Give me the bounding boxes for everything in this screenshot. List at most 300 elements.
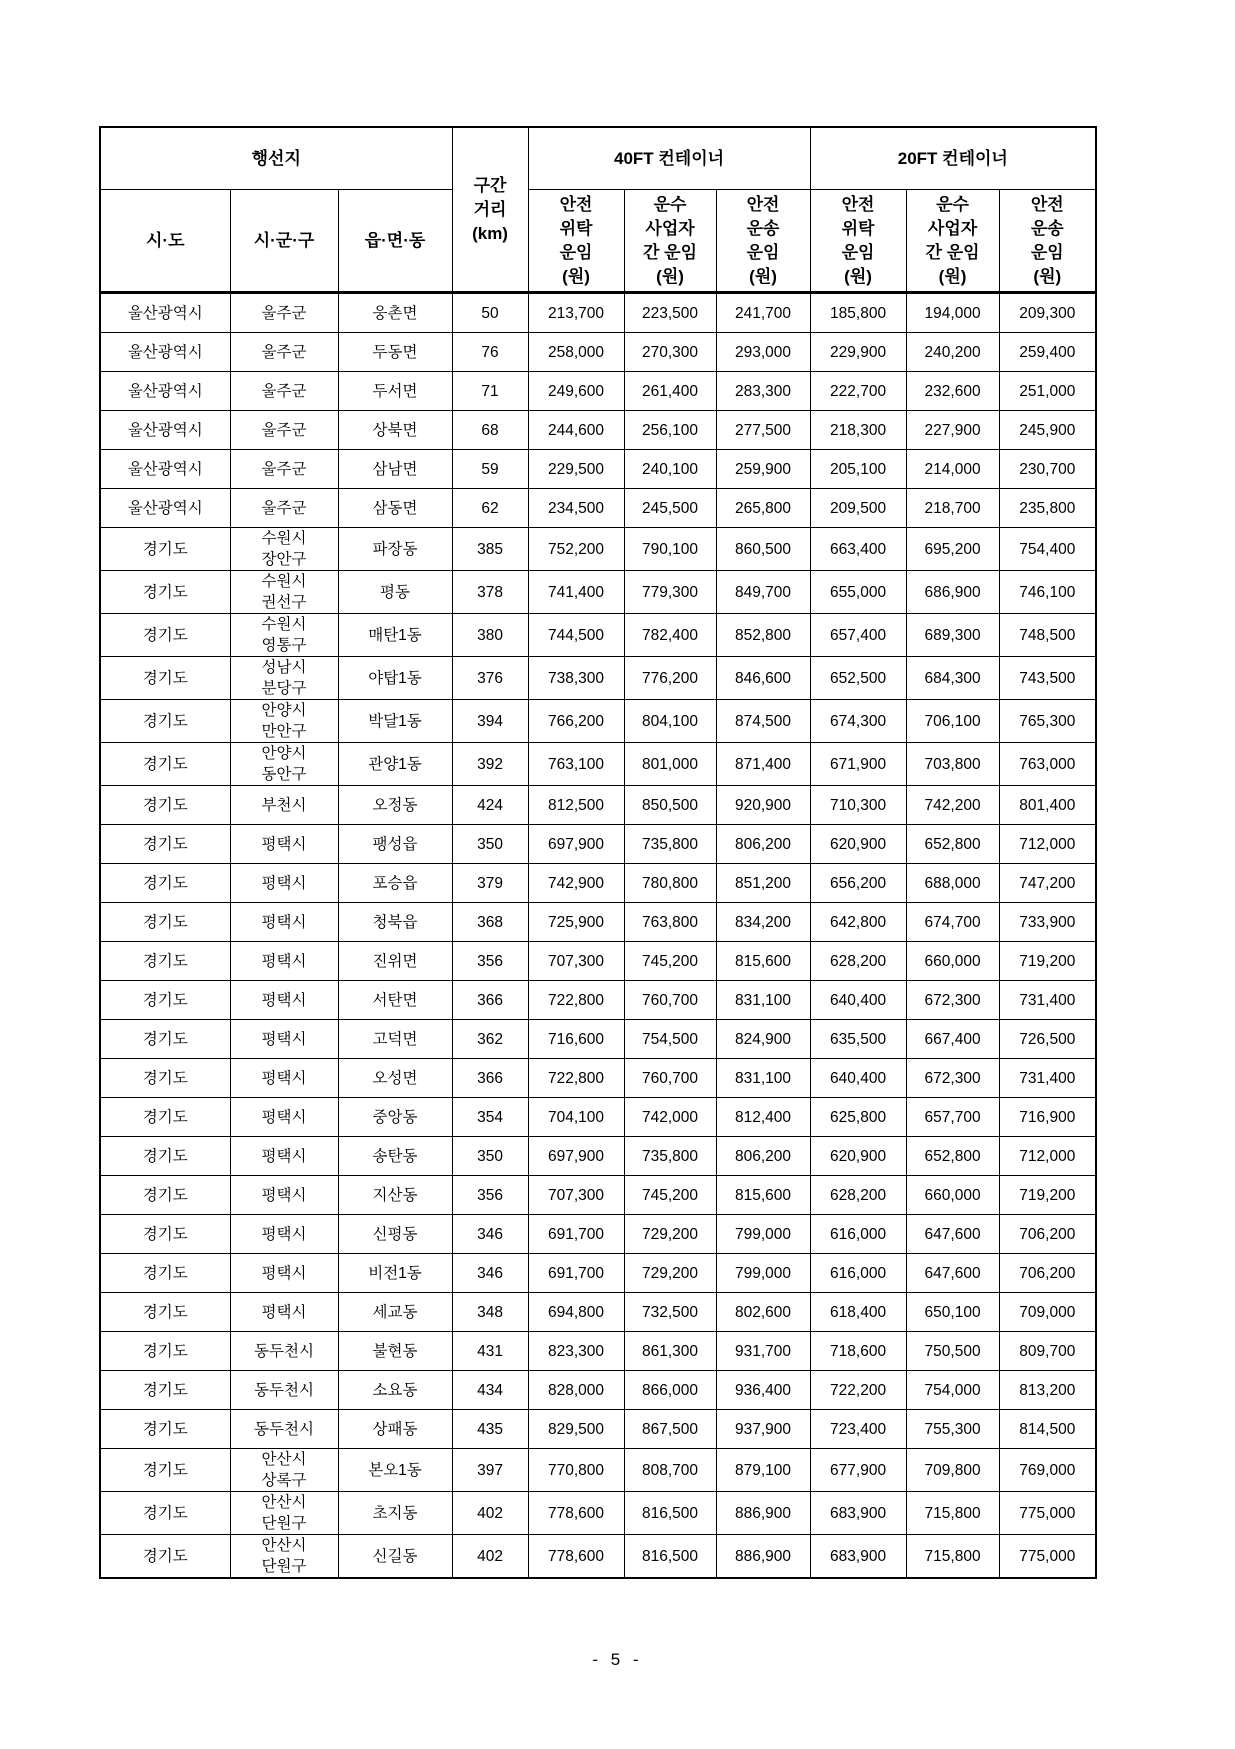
cell-20ft-safe-consign-fare: 642,800	[810, 903, 906, 942]
cell-20ft-safe-consign-fare: 674,300	[810, 700, 906, 743]
cell-40ft-safe-consign-fare: 722,800	[528, 1059, 624, 1098]
header-20ft-carrier-fare: 운수 사업자 간 운임 (원)	[906, 190, 999, 293]
cell-40ft-safe-consign-fare: 742,900	[528, 864, 624, 903]
cell-eupmyeondong: 오성면	[338, 1059, 452, 1098]
cell-sigungu: 안양시 만안구	[230, 700, 338, 743]
cell-40ft-safe-transport-fare: 293,000	[716, 333, 810, 372]
cell-40ft-safe-consign-fare: 828,000	[528, 1371, 624, 1410]
cell-20ft-safe-consign-fare: 683,900	[810, 1492, 906, 1535]
cell-20ft-safe-transport-fare: 769,000	[999, 1449, 1096, 1492]
cell-20ft-safe-consign-fare: 209,500	[810, 489, 906, 528]
cell-sigungu: 울주군	[230, 293, 338, 333]
table-row	[100, 1410, 1096, 1449]
cell-sido: 경기도	[100, 786, 230, 825]
cell-sido: 울산광역시	[100, 293, 230, 333]
cell-20ft-carrier-fare: 715,800	[906, 1492, 999, 1535]
cell-sido: 경기도	[100, 700, 230, 743]
cell-20ft-carrier-fare: 688,000	[906, 864, 999, 903]
cell-sido: 경기도	[100, 528, 230, 571]
header-eupmyeondong: 읍·면·동	[338, 190, 452, 293]
cell-distance-km: 397	[452, 1449, 528, 1492]
cell-40ft-safe-transport-fare: 920,900	[716, 786, 810, 825]
cell-sido: 경기도	[100, 614, 230, 657]
cell-sigungu: 동두천시	[230, 1410, 338, 1449]
cell-40ft-safe-consign-fare: 234,500	[528, 489, 624, 528]
table-row	[100, 981, 1096, 1020]
cell-distance-km: 376	[452, 657, 528, 700]
cell-40ft-safe-consign-fare: 752,200	[528, 528, 624, 571]
cell-20ft-safe-consign-fare: 229,900	[810, 333, 906, 372]
cell-20ft-carrier-fare: 218,700	[906, 489, 999, 528]
cell-20ft-carrier-fare: 647,600	[906, 1254, 999, 1293]
cell-20ft-safe-consign-fare: 677,900	[810, 1449, 906, 1492]
cell-40ft-carrier-fare: 735,800	[624, 1137, 716, 1176]
cell-sido: 울산광역시	[100, 333, 230, 372]
cell-20ft-safe-consign-fare: 656,200	[810, 864, 906, 903]
cell-20ft-carrier-fare: 657,700	[906, 1098, 999, 1137]
cell-40ft-safe-consign-fare: 766,200	[528, 700, 624, 743]
table-row	[100, 1535, 1096, 1579]
cell-eupmyeondong: 웅촌면	[338, 293, 452, 333]
cell-sigungu: 울주군	[230, 372, 338, 411]
cell-20ft-safe-transport-fare: 230,700	[999, 450, 1096, 489]
table-row	[100, 1059, 1096, 1098]
cell-distance-km: 76	[452, 333, 528, 372]
cell-40ft-safe-transport-fare: 824,900	[716, 1020, 810, 1059]
header-sub-row	[100, 190, 1096, 293]
cell-40ft-carrier-fare: 240,100	[624, 450, 716, 489]
cell-sido: 경기도	[100, 903, 230, 942]
cell-20ft-carrier-fare: 232,600	[906, 372, 999, 411]
cell-40ft-safe-consign-fare: 738,300	[528, 657, 624, 700]
cell-sido: 경기도	[100, 743, 230, 786]
table-row	[100, 450, 1096, 489]
cell-20ft-safe-consign-fare: 652,500	[810, 657, 906, 700]
cell-20ft-carrier-fare: 194,000	[906, 293, 999, 333]
cell-sigungu: 평택시	[230, 1254, 338, 1293]
cell-sido: 경기도	[100, 657, 230, 700]
cell-20ft-safe-transport-fare: 245,900	[999, 411, 1096, 450]
cell-20ft-carrier-fare: 672,300	[906, 981, 999, 1020]
cell-20ft-carrier-fare: 674,700	[906, 903, 999, 942]
cell-40ft-carrier-fare: 776,200	[624, 657, 716, 700]
cell-20ft-safe-transport-fare: 747,200	[999, 864, 1096, 903]
cell-20ft-safe-transport-fare: 719,200	[999, 942, 1096, 981]
cell-sigungu: 평택시	[230, 1215, 338, 1254]
cell-20ft-safe-transport-fare: 733,900	[999, 903, 1096, 942]
cell-20ft-safe-consign-fare: 640,400	[810, 1059, 906, 1098]
cell-20ft-carrier-fare: 672,300	[906, 1059, 999, 1098]
cell-20ft-safe-transport-fare: 706,200	[999, 1215, 1096, 1254]
cell-eupmyeondong: 팽성읍	[338, 825, 452, 864]
table-row	[100, 614, 1096, 657]
cell-sido: 경기도	[100, 825, 230, 864]
cell-sigungu: 부천시	[230, 786, 338, 825]
cell-distance-km: 366	[452, 981, 528, 1020]
cell-eupmyeondong: 송탄동	[338, 1137, 452, 1176]
cell-40ft-carrier-fare: 261,400	[624, 372, 716, 411]
cell-distance-km: 366	[452, 1059, 528, 1098]
cell-20ft-carrier-fare: 686,900	[906, 571, 999, 614]
cell-40ft-carrier-fare: 735,800	[624, 825, 716, 864]
cell-20ft-safe-transport-fare: 748,500	[999, 614, 1096, 657]
cell-40ft-carrier-fare: 808,700	[624, 1449, 716, 1492]
cell-20ft-safe-transport-fare: 763,000	[999, 743, 1096, 786]
cell-sido: 경기도	[100, 1492, 230, 1535]
cell-40ft-carrier-fare: 866,000	[624, 1371, 716, 1410]
cell-sido: 경기도	[100, 1254, 230, 1293]
cell-sido: 경기도	[100, 864, 230, 903]
cell-eupmyeondong: 소요동	[338, 1371, 452, 1410]
cell-20ft-safe-consign-fare: 723,400	[810, 1410, 906, 1449]
cell-eupmyeondong: 상패동	[338, 1410, 452, 1449]
cell-sido: 경기도	[100, 1137, 230, 1176]
cell-sigungu: 평택시	[230, 981, 338, 1020]
cell-40ft-carrier-fare: 729,200	[624, 1215, 716, 1254]
table-body	[100, 293, 1096, 1579]
cell-40ft-carrier-fare: 745,200	[624, 942, 716, 981]
table-row	[100, 528, 1096, 571]
cell-eupmyeondong: 서탄면	[338, 981, 452, 1020]
cell-40ft-safe-consign-fare: 770,800	[528, 1449, 624, 1492]
cell-distance-km: 350	[452, 825, 528, 864]
cell-eupmyeondong: 파장동	[338, 528, 452, 571]
cell-40ft-safe-consign-fare: 763,100	[528, 743, 624, 786]
table-row	[100, 657, 1096, 700]
cell-40ft-safe-transport-fare: 802,600	[716, 1293, 810, 1332]
cell-40ft-carrier-fare: 745,200	[624, 1176, 716, 1215]
cell-40ft-safe-consign-fare: 725,900	[528, 903, 624, 942]
cell-20ft-carrier-fare: 214,000	[906, 450, 999, 489]
cell-40ft-safe-transport-fare: 852,800	[716, 614, 810, 657]
table-row	[100, 825, 1096, 864]
cell-sido: 경기도	[100, 1293, 230, 1332]
cell-40ft-carrier-fare: 223,500	[624, 293, 716, 333]
cell-20ft-carrier-fare: 227,900	[906, 411, 999, 450]
cell-20ft-carrier-fare: 660,000	[906, 1176, 999, 1215]
table-row	[100, 1137, 1096, 1176]
cell-distance-km: 68	[452, 411, 528, 450]
cell-40ft-safe-consign-fare: 823,300	[528, 1332, 624, 1371]
cell-20ft-safe-transport-fare: 706,200	[999, 1254, 1096, 1293]
cell-20ft-safe-consign-fare: 205,100	[810, 450, 906, 489]
cell-40ft-safe-consign-fare: 244,600	[528, 411, 624, 450]
cell-eupmyeondong: 포승읍	[338, 864, 452, 903]
table-row	[100, 786, 1096, 825]
cell-distance-km: 392	[452, 743, 528, 786]
cell-40ft-carrier-fare: 732,500	[624, 1293, 716, 1332]
cell-distance-km: 356	[452, 942, 528, 981]
cell-40ft-safe-transport-fare: 860,500	[716, 528, 810, 571]
cell-40ft-safe-transport-fare: 936,400	[716, 1371, 810, 1410]
cell-40ft-carrier-fare: 779,300	[624, 571, 716, 614]
cell-20ft-carrier-fare: 684,300	[906, 657, 999, 700]
cell-distance-km: 379	[452, 864, 528, 903]
cell-distance-km: 62	[452, 489, 528, 528]
cell-sido: 경기도	[100, 1332, 230, 1371]
cell-40ft-safe-transport-fare: 277,500	[716, 411, 810, 450]
cell-eupmyeondong: 고덕면	[338, 1020, 452, 1059]
cell-sido: 경기도	[100, 1535, 230, 1579]
cell-20ft-carrier-fare: 695,200	[906, 528, 999, 571]
cell-20ft-safe-transport-fare: 251,000	[999, 372, 1096, 411]
cell-40ft-safe-consign-fare: 778,600	[528, 1535, 624, 1579]
cell-distance-km: 435	[452, 1410, 528, 1449]
cell-20ft-safe-transport-fare: 712,000	[999, 1137, 1096, 1176]
cell-eupmyeondong: 지산동	[338, 1176, 452, 1215]
cell-20ft-carrier-fare: 240,200	[906, 333, 999, 372]
cell-sigungu: 평택시	[230, 1098, 338, 1137]
cell-20ft-safe-consign-fare: 710,300	[810, 786, 906, 825]
cell-distance-km: 362	[452, 1020, 528, 1059]
cell-20ft-safe-transport-fare: 709,000	[999, 1293, 1096, 1332]
cell-sido: 울산광역시	[100, 450, 230, 489]
cell-20ft-carrier-fare: 650,100	[906, 1293, 999, 1332]
header-40ft-safe-consign-fare: 안전 위탁 운임 (원)	[528, 190, 624, 293]
header-distance: 구간 거리 (km)	[452, 127, 528, 293]
cell-20ft-safe-consign-fare: 625,800	[810, 1098, 906, 1137]
cell-20ft-safe-transport-fare: 775,000	[999, 1492, 1096, 1535]
cell-sigungu: 평택시	[230, 903, 338, 942]
cell-40ft-carrier-fare: 816,500	[624, 1492, 716, 1535]
cell-40ft-safe-transport-fare: 812,400	[716, 1098, 810, 1137]
cell-40ft-safe-transport-fare: 806,200	[716, 1137, 810, 1176]
cell-sido: 경기도	[100, 571, 230, 614]
cell-sido: 경기도	[100, 1215, 230, 1254]
cell-sido: 울산광역시	[100, 489, 230, 528]
cell-20ft-safe-transport-fare: 731,400	[999, 1059, 1096, 1098]
cell-40ft-safe-transport-fare: 879,100	[716, 1449, 810, 1492]
cell-20ft-carrier-fare: 715,800	[906, 1535, 999, 1579]
header-container-20ft: 20FT 컨테이너	[810, 127, 1096, 190]
cell-sigungu: 동두천시	[230, 1371, 338, 1410]
cell-20ft-safe-consign-fare: 683,900	[810, 1535, 906, 1579]
cell-distance-km: 348	[452, 1293, 528, 1332]
cell-40ft-safe-transport-fare: 886,900	[716, 1535, 810, 1579]
cell-sigungu: 수원시 영통구	[230, 614, 338, 657]
cell-40ft-safe-consign-fare: 707,300	[528, 1176, 624, 1215]
cell-40ft-safe-transport-fare: 815,600	[716, 1176, 810, 1215]
cell-40ft-carrier-fare: 754,500	[624, 1020, 716, 1059]
cell-20ft-safe-transport-fare: 259,400	[999, 333, 1096, 372]
cell-20ft-safe-transport-fare: 813,200	[999, 1371, 1096, 1410]
cell-eupmyeondong: 본오1동	[338, 1449, 452, 1492]
table-row	[100, 1332, 1096, 1371]
table-row	[100, 1215, 1096, 1254]
cell-eupmyeondong: 초지동	[338, 1492, 452, 1535]
cell-40ft-carrier-fare: 867,500	[624, 1410, 716, 1449]
cell-40ft-carrier-fare: 256,100	[624, 411, 716, 450]
cell-40ft-safe-transport-fare: 265,800	[716, 489, 810, 528]
table-row	[100, 864, 1096, 903]
cell-40ft-safe-transport-fare: 259,900	[716, 450, 810, 489]
cell-40ft-carrier-fare: 742,000	[624, 1098, 716, 1137]
cell-sido: 울산광역시	[100, 411, 230, 450]
cell-40ft-carrier-fare: 245,500	[624, 489, 716, 528]
cell-20ft-safe-transport-fare: 814,500	[999, 1410, 1096, 1449]
table-row	[100, 293, 1096, 333]
cell-eupmyeondong: 중앙동	[338, 1098, 452, 1137]
cell-distance-km: 368	[452, 903, 528, 942]
cell-40ft-safe-consign-fare: 812,500	[528, 786, 624, 825]
cell-40ft-safe-consign-fare: 229,500	[528, 450, 624, 489]
cell-distance-km: 378	[452, 571, 528, 614]
cell-eupmyeondong: 관양1동	[338, 743, 452, 786]
cell-distance-km: 356	[452, 1176, 528, 1215]
cell-distance-km: 346	[452, 1254, 528, 1293]
cell-20ft-safe-transport-fare: 754,400	[999, 528, 1096, 571]
cell-20ft-safe-consign-fare: 635,500	[810, 1020, 906, 1059]
cell-20ft-safe-transport-fare: 716,900	[999, 1098, 1096, 1137]
cell-eupmyeondong: 두동면	[338, 333, 452, 372]
cell-40ft-carrier-fare: 801,000	[624, 743, 716, 786]
cell-40ft-carrier-fare: 729,200	[624, 1254, 716, 1293]
cell-sigungu: 평택시	[230, 1059, 338, 1098]
table-row	[100, 1020, 1096, 1059]
cell-sigungu: 안산시 단원구	[230, 1535, 338, 1579]
cell-20ft-safe-consign-fare: 722,200	[810, 1371, 906, 1410]
cell-40ft-safe-transport-fare: 806,200	[716, 825, 810, 864]
cell-20ft-safe-consign-fare: 718,600	[810, 1332, 906, 1371]
cell-40ft-carrier-fare: 760,700	[624, 1059, 716, 1098]
cell-20ft-safe-transport-fare: 801,400	[999, 786, 1096, 825]
cell-20ft-safe-consign-fare: 185,800	[810, 293, 906, 333]
cell-eupmyeondong: 신평동	[338, 1215, 452, 1254]
cell-40ft-carrier-fare: 861,300	[624, 1332, 716, 1371]
cell-20ft-safe-transport-fare: 746,100	[999, 571, 1096, 614]
cell-eupmyeondong: 오정동	[338, 786, 452, 825]
cell-sigungu: 평택시	[230, 1176, 338, 1215]
header-20ft-safe-consign-fare: 안전 위탁 운임 (원)	[810, 190, 906, 293]
cell-eupmyeondong: 평동	[338, 571, 452, 614]
cell-40ft-safe-transport-fare: 834,200	[716, 903, 810, 942]
cell-20ft-safe-consign-fare: 616,000	[810, 1215, 906, 1254]
table-row	[100, 1293, 1096, 1332]
cell-20ft-safe-consign-fare: 618,400	[810, 1293, 906, 1332]
cell-20ft-safe-consign-fare: 640,400	[810, 981, 906, 1020]
cell-20ft-carrier-fare: 652,800	[906, 825, 999, 864]
cell-distance-km: 394	[452, 700, 528, 743]
cell-20ft-safe-transport-fare: 209,300	[999, 293, 1096, 333]
table-row	[100, 489, 1096, 528]
cell-20ft-carrier-fare: 660,000	[906, 942, 999, 981]
cell-40ft-carrier-fare: 816,500	[624, 1535, 716, 1579]
cell-40ft-safe-consign-fare: 722,800	[528, 981, 624, 1020]
cell-40ft-safe-consign-fare: 716,600	[528, 1020, 624, 1059]
cell-20ft-safe-consign-fare: 218,300	[810, 411, 906, 450]
cell-40ft-safe-consign-fare: 744,500	[528, 614, 624, 657]
cell-eupmyeondong: 청북읍	[338, 903, 452, 942]
cell-40ft-safe-transport-fare: 799,000	[716, 1215, 810, 1254]
cell-40ft-safe-transport-fare: 799,000	[716, 1254, 810, 1293]
cell-40ft-safe-transport-fare: 886,900	[716, 1492, 810, 1535]
cell-sido: 경기도	[100, 942, 230, 981]
cell-40ft-safe-consign-fare: 691,700	[528, 1254, 624, 1293]
cell-sigungu: 울주군	[230, 489, 338, 528]
cell-20ft-safe-consign-fare: 657,400	[810, 614, 906, 657]
cell-distance-km: 424	[452, 786, 528, 825]
cell-20ft-safe-consign-fare: 628,200	[810, 942, 906, 981]
cell-20ft-safe-transport-fare: 719,200	[999, 1176, 1096, 1215]
cell-20ft-carrier-fare: 755,300	[906, 1410, 999, 1449]
header-40ft-carrier-fare: 운수 사업자 간 운임 (원)	[624, 190, 716, 293]
header-20ft-safe-transport-fare: 안전 운송 운임 (원)	[999, 190, 1096, 293]
header-sido: 시·도	[100, 190, 230, 293]
cell-sido: 경기도	[100, 1098, 230, 1137]
cell-distance-km: 402	[452, 1535, 528, 1579]
cell-sigungu: 평택시	[230, 1020, 338, 1059]
header-40ft-safe-transport-fare: 안전 운송 운임 (원)	[716, 190, 810, 293]
cell-sigungu: 평택시	[230, 1293, 338, 1332]
cell-20ft-safe-consign-fare: 671,900	[810, 743, 906, 786]
page-number: - 5 -	[592, 1650, 643, 1669]
cell-20ft-safe-consign-fare: 628,200	[810, 1176, 906, 1215]
cell-distance-km: 385	[452, 528, 528, 571]
cell-40ft-safe-transport-fare: 815,600	[716, 942, 810, 981]
cell-eupmyeondong: 불현동	[338, 1332, 452, 1371]
table-row	[100, 903, 1096, 942]
cell-eupmyeondong: 진위면	[338, 942, 452, 981]
cell-20ft-safe-consign-fare: 620,900	[810, 1137, 906, 1176]
cell-20ft-carrier-fare: 754,000	[906, 1371, 999, 1410]
table-row	[100, 743, 1096, 786]
cell-40ft-safe-consign-fare: 707,300	[528, 942, 624, 981]
cell-40ft-carrier-fare: 790,100	[624, 528, 716, 571]
cell-sigungu: 안산시 상록구	[230, 1449, 338, 1492]
table-row	[100, 1371, 1096, 1410]
cell-sigungu: 울주군	[230, 411, 338, 450]
cell-20ft-safe-transport-fare: 743,500	[999, 657, 1096, 700]
cell-40ft-carrier-fare: 782,400	[624, 614, 716, 657]
cell-sido: 경기도	[100, 1059, 230, 1098]
cell-distance-km: 59	[452, 450, 528, 489]
table-row	[100, 1492, 1096, 1535]
freight-rate-table	[99, 126, 1097, 1579]
cell-20ft-carrier-fare: 703,800	[906, 743, 999, 786]
cell-40ft-carrier-fare: 760,700	[624, 981, 716, 1020]
cell-20ft-safe-transport-fare: 726,500	[999, 1020, 1096, 1059]
cell-40ft-carrier-fare: 804,100	[624, 700, 716, 743]
cell-40ft-safe-consign-fare: 829,500	[528, 1410, 624, 1449]
cell-40ft-safe-consign-fare: 704,100	[528, 1098, 624, 1137]
header-container-40ft: 40FT 컨테이너	[528, 127, 810, 190]
header-sigungu: 시·군·구	[230, 190, 338, 293]
cell-20ft-safe-transport-fare: 809,700	[999, 1332, 1096, 1371]
cell-sido: 울산광역시	[100, 372, 230, 411]
cell-sigungu: 안양시 동안구	[230, 743, 338, 786]
cell-sigungu: 평택시	[230, 825, 338, 864]
cell-20ft-carrier-fare: 652,800	[906, 1137, 999, 1176]
cell-eupmyeondong: 삼동면	[338, 489, 452, 528]
cell-eupmyeondong: 야탑1동	[338, 657, 452, 700]
cell-sigungu: 평택시	[230, 1137, 338, 1176]
cell-sigungu: 평택시	[230, 864, 338, 903]
cell-sigungu: 울주군	[230, 450, 338, 489]
table-row	[100, 942, 1096, 981]
cell-distance-km: 50	[452, 293, 528, 333]
cell-20ft-safe-consign-fare: 655,000	[810, 571, 906, 614]
cell-40ft-safe-transport-fare: 871,400	[716, 743, 810, 786]
cell-20ft-safe-consign-fare: 222,700	[810, 372, 906, 411]
cell-40ft-safe-consign-fare: 249,600	[528, 372, 624, 411]
cell-20ft-safe-consign-fare: 663,400	[810, 528, 906, 571]
cell-40ft-safe-transport-fare: 931,700	[716, 1332, 810, 1371]
table-row	[100, 1176, 1096, 1215]
cell-sido: 경기도	[100, 981, 230, 1020]
table-row	[100, 571, 1096, 614]
cell-40ft-safe-consign-fare: 697,900	[528, 825, 624, 864]
cell-20ft-carrier-fare: 667,400	[906, 1020, 999, 1059]
